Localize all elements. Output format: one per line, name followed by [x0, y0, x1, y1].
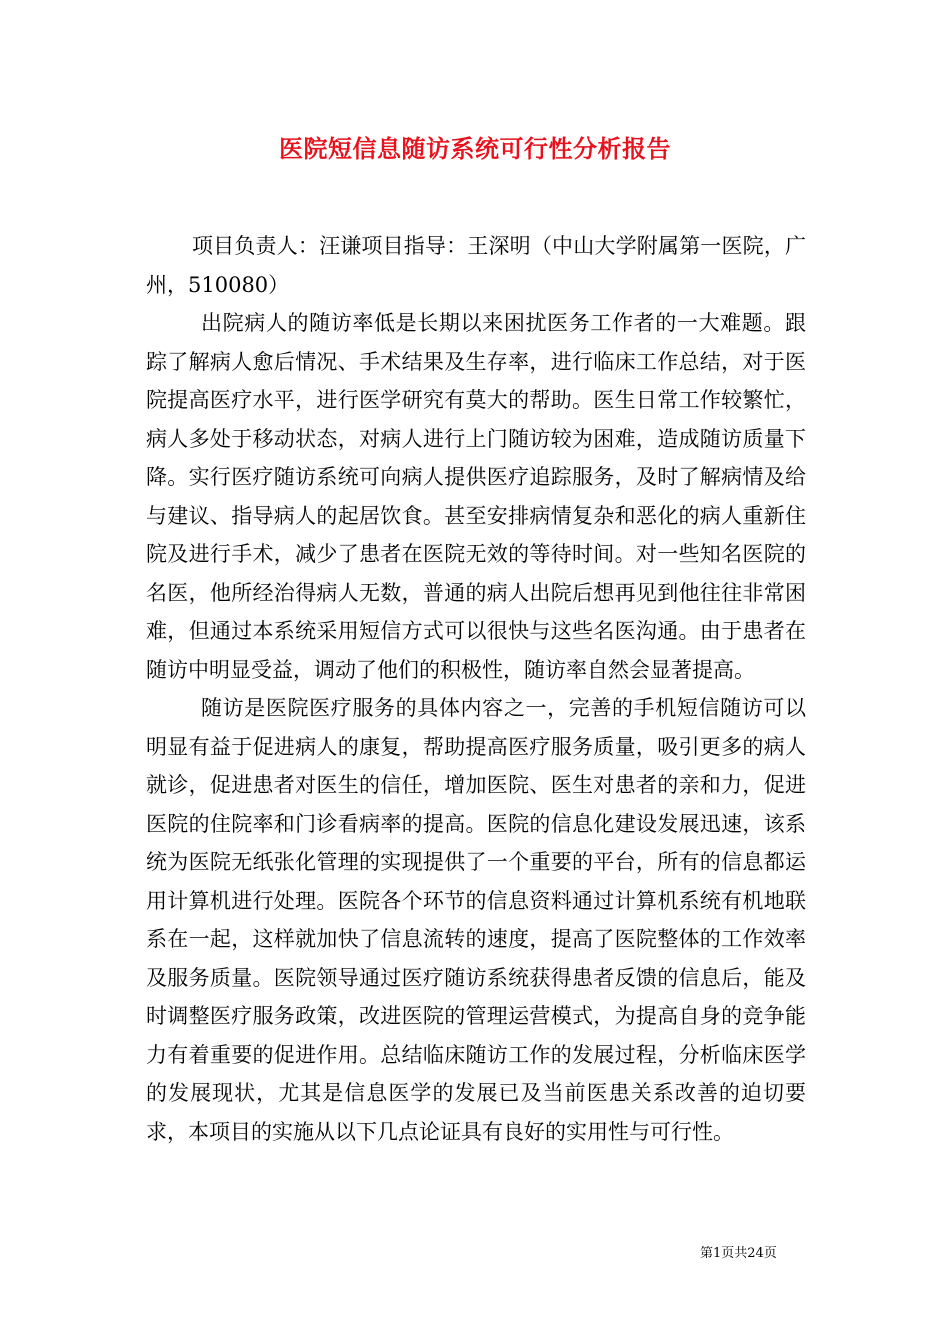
- page-number-label: 第1页共24页: [700, 1246, 777, 1261]
- document-title: 医院短信息随访系统可行性分析报告: [279, 134, 671, 163]
- document-body: [146, 227, 806, 1151]
- author-line: 项目负责人：汪谦项目指导：王深明（中山大学附属第一医院，广州，510080）: [146, 234, 806, 297]
- page-number: [700, 1245, 840, 1263]
- paragraph-1: 出院病人的随访率低是长期以来困扰医务工作者的一大难题。跟踪了解病人愈后情况、手术结果及生存率，进行临床工作总结，对于医院提高医疗水平，进行医学研究有莫大的帮助。医生日常工作较繁忙，病人多处于移动状态，对病人进行上门随访较为困难，造成随访质量下降。实行医疗随访系统可向病人提供医疗追踪服务，及时了解病情及给与建议、指导病人的起居饮食。甚至安排病情复杂和恶化的病人重新住院及进行手术，减少了患者在医院无效的等待时间。对一些知名医院的名医，他所经治得病人无数，普通的病人出院后想再见到他往往非常困难，但通过本系统采用短信方式可以很快与这些名医沟通。由于患者在随访中明显受益，调动了他们的积极性，随访率自然会显著提高。: [146, 311, 806, 682]
- paragraph-2: 随访是医院医疗服务的具体内容之一，完善的手机短信随访可以明显有益于促进病人的康复，帮助提高医疗服务质量，吸引更多的病人就诊，促进患者对医生的信任，增加医院、医生对患者的亲和力，促进医院的住院率和门诊看病率的提高。医院的信息化建设发展迅速，该系统为医院无纸张化管理的实现提供了一个重要的平台，所有的信息都运用计算机进行处理。医院各个环节的信息资料通过计算机系统有机地联系在一起，这样就加快了信息流转的速度，提高了医院整体的工作效率及服务质量。医院领导通过医疗随访系统获得患者反馈的信息后，能及时调整医疗服务政策，改进医院的管理运营模式，为提高自身的竞争能力有着重要的促进作用。总结临床随访工作的发展过程，分析临床医学的发展现状，尤其是信息医学的发展已及当前医患关系改善的迫切要求，本项目的实施从以下几点论证具有良好的实用性与可行性。: [146, 696, 806, 1144]
